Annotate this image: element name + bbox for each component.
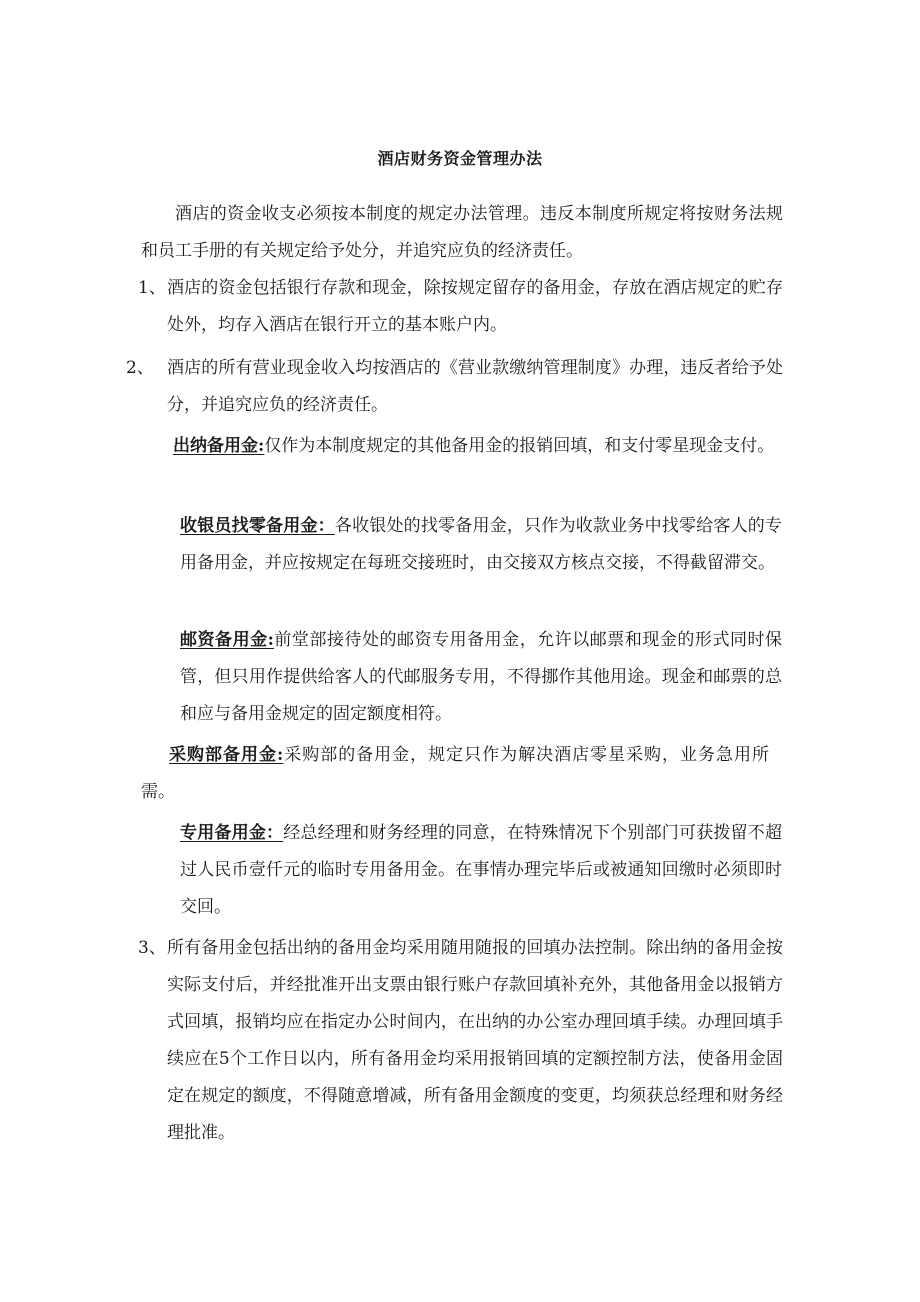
cashier-fund-paragraph: [141, 428, 783, 465]
postal-fund-paragraph: [180, 622, 782, 733]
intro-text: 酒店的资金收支必须按本制度的规定办法管理。违反本制度所规定将按财务法规和员工手册的有关规定给予处分，并追究应负的经济责任。: [141, 204, 783, 261]
change-fund-label: 收银员找零备用金：: [180, 516, 335, 536]
purchase-fund-label: 采购部备用金:: [169, 745, 284, 765]
special-fund-text: 经总经理和财务经理的同意，在特殊情况下个别部门可获拨留不超过人民币壹仟元的临时专用备用金。在事情办理完毕后或被通知回缴时必须即时交回。: [180, 823, 783, 917]
item-2-number: 2、: [126, 358, 154, 378]
change-fund-text: 各收银处的找零备用金，只作为收款业务中找零给客人的专用备用金，并应按规定在每班交接班时，由交接双方核点交接，不得截留滞交。: [180, 516, 783, 573]
item-1-text: 酒店的资金包括银行存款和现金，除按规定留存的备用金，存放在酒店规定的贮存处外，均存入酒店在银行开立的基本账户内。: [167, 278, 783, 335]
item-2-paragraph: [167, 350, 783, 424]
item-3-number: 3、: [138, 938, 166, 958]
postal-fund-text: 前堂部接待处的邮资专用备用金，允许以邮票和现金的形式同时保管，但只用作提供给客人的代邮服务专用，不得挪作其他用途。现金和邮票的总和应与备用金规定的固定额度相符。: [180, 630, 783, 724]
item-1-paragraph: [167, 270, 783, 344]
document-title: 酒店财务资金管理办法: [377, 149, 543, 168]
cashier-fund-text: 仅作为本制度规定的其他备用金的报销回填，和支付零星现金支付。: [264, 436, 775, 456]
item-3-paragraph: [167, 930, 783, 1152]
item-1-number: 1、: [138, 278, 166, 298]
special-fund-label: 专用备用金：: [180, 823, 284, 843]
item-2-text: 酒店的所有营业现金收入均按酒店的《营业款缴纳管理制度》办理，违反者给予处分，并追究应负的经济责任。: [167, 358, 783, 415]
change-fund-paragraph: [180, 508, 782, 582]
purchase-fund-text: 采购部的备用金，规定只作为解决酒店零星采购，业务急用所需。: [141, 745, 770, 802]
postal-fund-label: 邮资备用金:: [180, 630, 274, 650]
item-3-text: 所有备用金包括出纳的备用金均采用随用随报的回填办法控制。除出纳的备用金按实际支付后，并经批准开出支票由银行账户存款回填补充外，其他备用金以报销方式回填，报销均应在指定办公时间内，在出纳的办公室办理回填手续。办理回填手续应在5个工作日以内，所有备用金均采用报销回填的定额控制方法，使备用金固定在规定的额度，不得随意增减，所有备用金额度的变更，均须获总经理和财务经理批准。: [167, 938, 783, 1143]
purchase-fund-paragraph: [141, 737, 769, 811]
special-fund-paragraph: [180, 815, 782, 926]
intro-paragraph: [141, 196, 783, 270]
cashier-fund-label: 出纳备用金:: [173, 436, 265, 456]
